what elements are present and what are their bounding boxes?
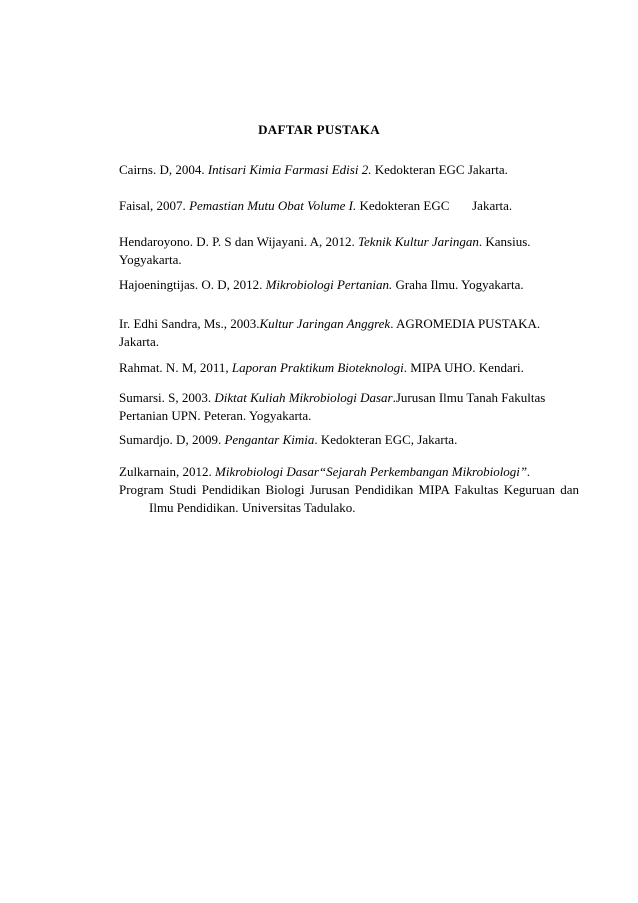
reference-item	[119, 233, 579, 269]
reference-publisher: Kedokteran EGC Jakarta.	[371, 162, 508, 177]
reference-author-year: Sumardjo. D, 2009.	[119, 432, 225, 447]
reference-continuation: Pertanian UPN. Peteran. Yogyakarta.	[119, 408, 312, 423]
reference-title: Mikrobiologi Pertanian.	[265, 277, 393, 292]
reference-author-year: Ir. Edhi Sandra, Ms., 2003.	[119, 316, 260, 331]
reference-title: Intisari Kimia Farmasi Edisi 2.	[207, 162, 372, 177]
reference-title: Teknik Kultur Jaringan	[358, 234, 479, 249]
reference-author-year: Zulkarnain, 2012.	[119, 464, 216, 479]
reference-item	[119, 389, 579, 425]
reference-publisher: . Kansius.	[478, 234, 531, 249]
reference-publisher: Kedokteran EGC Jakarta.	[356, 198, 513, 213]
reference-author-year: Faisal, 2007.	[119, 198, 190, 213]
reference-item	[119, 463, 579, 517]
reference-author-year: Hendaroyono. D. P. S dan Wijayani. A, 2012.	[119, 234, 358, 249]
reference-title: Diktat Kuliah Mikrobiologi Dasar	[214, 390, 393, 405]
reference-item	[119, 276, 579, 294]
page-title: DAFTAR PUSTAKA	[258, 122, 380, 137]
reference-publisher: . MIPA UHO. Kendari.	[403, 360, 524, 375]
reference-author-year: Cairns. D, 2004.	[119, 162, 208, 177]
reference-continuation: Program Studi Pendidikan Biologi Jurusan Pendidikan MIPA Fakultas Keguruan dan Ilmu Pendidikan. Universitas Tadulako.	[119, 482, 579, 515]
reference-author-year: Hajoeningtijas. O. D, 2012.	[119, 277, 266, 292]
reference-author-year: Sumarsi. S, 2003.	[119, 390, 215, 405]
reference-title: Laporan Praktikum Bioteknologi	[231, 360, 404, 375]
reference-item	[119, 431, 579, 449]
reference-publisher: . AGROMEDIA PUSTAKA.	[390, 316, 541, 331]
reference-item	[119, 197, 579, 215]
reference-continuation: Yogyakarta.	[119, 252, 182, 267]
reference-item	[119, 315, 579, 351]
reference-item	[119, 359, 579, 377]
reference-title: Kultur Jaringan Anggrek	[259, 316, 391, 331]
reference-title: Pengantar Kimia	[224, 432, 315, 447]
reference-title: Mikrobiologi Dasar“Sejarah Perkembangan Mikrobiologi”.	[215, 464, 531, 479]
reference-continuation: Jakarta.	[119, 334, 160, 349]
reference-author-year: Rahmat. N. M, 2011,	[119, 360, 232, 375]
reference-publisher: Graha Ilmu. Yogyakarta.	[392, 277, 524, 292]
reference-publisher: . Kedokteran EGC, Jakarta.	[314, 432, 458, 447]
reference-publisher: .Jurusan Ilmu Tanah Fakultas	[392, 390, 546, 405]
reference-item	[119, 161, 579, 179]
reference-title: Pemastian Mutu Obat Volume I.	[189, 198, 357, 213]
